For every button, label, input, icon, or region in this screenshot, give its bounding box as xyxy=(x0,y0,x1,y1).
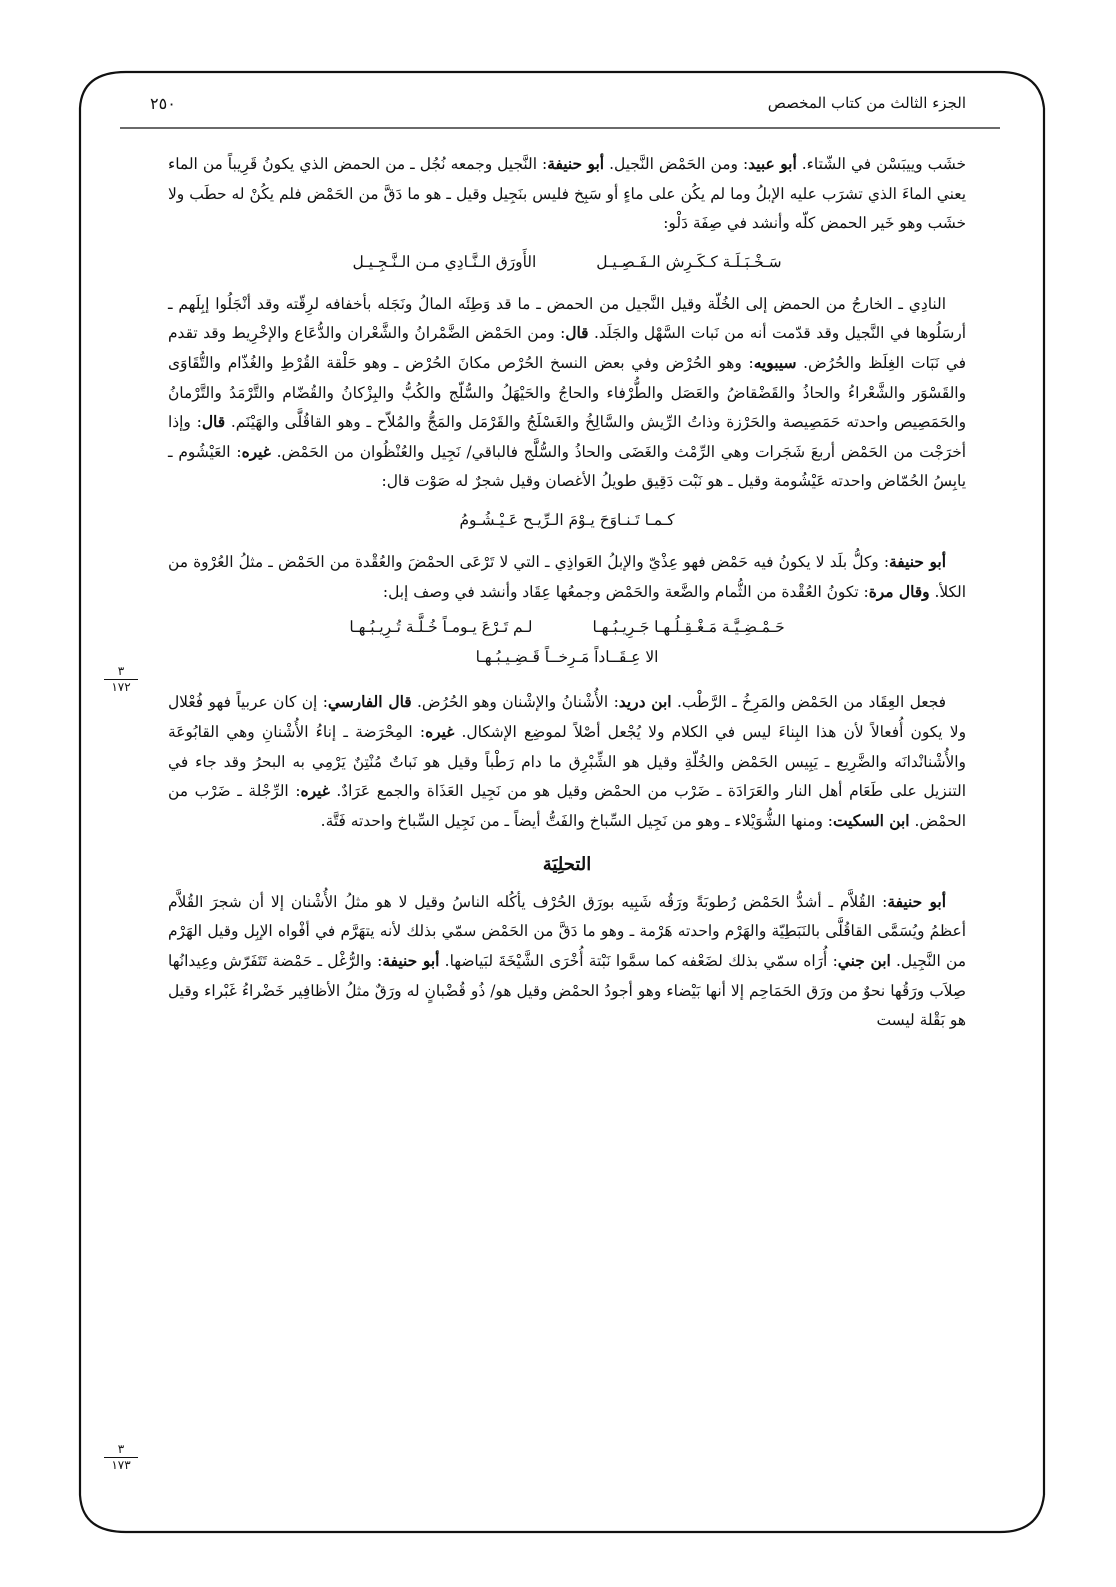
paragraph-5: أبو حنيفة: القُلاَّم ـ أشدُّ الحَمْض رُطوبَةً ورَقُه شَبِيه بورَق الحُرْف يأكُله الناسُ وقيل لا هو مثلُ الأُشْنان إلا أن شجرَ القُلاَّم أعظمُ ويُسَمَّى القاقُلَّى بالنَبَطِيّة والهَرْم واحدته هَرْمة ـ وهو ما دَقَّ من الحَمْض سمّي بذلك لأنه يتهَرَّم في أفْواه الإبِل وقيل الهَرْم من النَّجِيل. ابن جني: أُرَاه سمّي بذلك لضَعْفه كما سمَّوا نَبْتة أُخْرَى الشَّيْخَةَ لبَياضها. أبو حنيفة: والرُّغْل ـ حَمْضة تَتَفَرّش وعِيدانُها صِلاَب ورَقُها نحوٌ من ورَق الحَمَاحِم إلا أنها بَيْضاء وهو أجودُ الحمْض وقيل هو/ ذُو قُضْبانٍ له ورَقٌ مثلُ الأظافِير خَضْراءُ غَبْراء وقيل هو بَقْلة ليست xyxy=(168,892,966,1030)
verse-1 xyxy=(168,248,966,277)
page-body xyxy=(168,150,966,1467)
paragraph-2: النادِي ـ الخارجُ من الحمض إلى الخُلّة وقيل النَّجيل من الحمض ـ ما قد وَطِئَه المالُ ونَجَله بأخفافه لرِقّته وقد أنْجَلُوا إبِلَهم ـ أرسَلُوها في النَّجيل وقد قدّمت أنه من نَبات السَّهْل والجَلَد. قال: ومن الحَمْض الضَّمْرانُ والشَّعْران والدُّعَاع والإخْرِيط وقد تقدم في نَبَات الغِلَظ والحُرُض. سيبويه: وهو الحُرْض وفي بعض النسخ الحُرْص مكانَ الحُرْض ـ وهو حَلْقة القُرْطِ والغُذّام والتُّقَاوَى والقَسْوَر والشَّعْراءُ والحاذُ والقَضْقاضُ والعَصَل والطُّرْفاء والحاجُ والحَيْهَلُ والسُّلّج والكُبُّ والبِزْكانُ والقُضّام والتَّرْمَدُ والتَّرْمانُ والحَمَصِيص واحدته حَمَصِيصة والحَرْزة وذاتُ الرِّيش والسَّالِخُ والغَسْلَجُ والقَرْمَل والمَجُّ والمُلاّح ـ وهو القاقُلَّى والهَيْنَم. قال: وإذا أخرَجْت من الحَمْض أربعَ شَجَرات وهي الرِّمْث والغَضَى والحاذُ والسُّلَّج فالباقي/ نَجِيل والعُنْظُوان من الحَمْض. غيره: العَيْشُوم ـ يابِسُ الحُمّاض واحدته عَيْشُومة وقيل ـ هو نَبْت دَقِيق طويلُ الأغصان وقيل شجرٌ له صَوْت قال: xyxy=(168,294,966,491)
margin-folio-mark-2: ٣ ١٧٣ xyxy=(104,1443,138,1472)
page-number: ٢٥٠ xyxy=(150,93,176,113)
section-title: التحلِيَة xyxy=(542,854,592,876)
paragraph-4: فجعل العِقَاد من الحَمْض والمَرِخُ ـ الرَّطْب. ابن دريد: الأُشْنانُ والإشْنان وهو الحُرُض. قال الفارسي: إن كان عربياً فهو فُعْلال ولا يكون أُفعالاً لأن هذا البِناءَ ليس في الكلام ولا يُجْعل أصْلاً لموضِع الإشكال. غيره: المِحْرَضة ـ إناءُ الأُشْنانِ وهي القابُوعَة والأُشْنانْدانَه والضَّرِيع ـ يَبِيس الحَمْض والخُلّةِ وقيل هو الشِّبْرِق ما دام رَطْباً وقيل هو نَباتٌ مُنْتِنٌ يَرْمِي به البحرُ وقد جاء في التنزيل على طَعَام أهل النار والعَرَادَة ـ ضَرْب من الحمْض وقيل هو من نَجِيل العَذَاة والجمع عَرَادٌ. غيره: الرِّجْلة ـ ضَرْب من الحمْض. ابن السكيت: ومنها الشُّوَيْلاء ـ وهو من نَجِيل السِّباخ والفَتُّ أيضاً ـ من نَجِيل السِّباخ واحدته فَتَّة. xyxy=(168,693,967,830)
verse-3-hemistich-2: لـم تَـرْعَ يـومـاً خُـلَّـة تُـرِيـبُـهـا xyxy=(349,618,533,637)
running-title: الجزء الثالث من كتاب المخصص xyxy=(767,94,966,112)
page-header xyxy=(150,88,966,118)
verse-3-line-2: الا عِـقَــاداً مَـرِخــاً قَـضِـيـبُـهـا xyxy=(475,647,659,666)
paragraph-1: خشَب وييبَسْن في الشّتاء. أبو عبيد: ومن الحَمْض النَّجيل. أبو حنيفة: النَّجيل وجمعه نُجُل ـ من الحمض الذي يكونُ قَرِيباً من الماء يعني الماءَ الذي تشرَب عليه الإبلُ وما لم يكُن على ماءٍ أو سَبِخ فليس بنَجِيل وقيل ـ هو ما دَقَّ من الحَمْض فلم يكُنْ له حطَب ولا خشَب وهو خَير الحمض كلّه وأنشد في صِفَة دَلْو: xyxy=(168,155,967,233)
paragraph-3: أبو حنيفة: وكلُّ بلَد لا يكونُ فيه حَمْض فهو عِذْيّ والإبلُ العَواذِي ـ التي لا تَرْعَى الحمْضَ والعُقْدة من الحَمْض ـ مثلُ العُرْوة من الكلأ. وقال مرة: تكونُ العُقْدة من الثُّمام والضَّعة والحَمْض وجمعُها عِقَاد وأنشد في وصف إبل: xyxy=(168,552,966,601)
verse-2 xyxy=(168,506,966,535)
margin-folio-mark-1: ٣ ١٧٢ xyxy=(104,665,138,694)
verse-1-hemistich-1: سَـخْـبَـلَـة كـكَـرِش الـفَـصِـيـل xyxy=(596,252,782,271)
verse-1-hemistich-2: الأَورَق الـنَّـادِي مـن الـنَّـجِـيـل xyxy=(352,252,537,271)
verse-2-line: كـمـا تَـنـاوَحَ يـوْمَ الـرِّيـح عَـيْـشُـومُ xyxy=(459,510,675,529)
verse-3-hemistich-1: حَـمْـضِـيَّـة مَـغْـقِـلُـهـا جَـرِيـبُـهـا xyxy=(592,618,785,637)
verse-3 xyxy=(168,613,966,672)
